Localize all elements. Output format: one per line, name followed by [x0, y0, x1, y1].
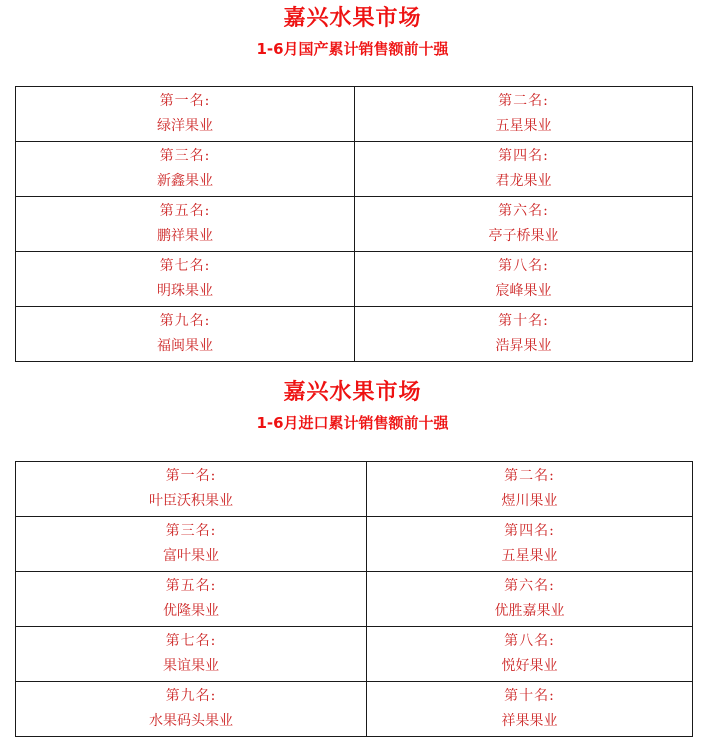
table-row	[16, 572, 693, 627]
company-name: 新鑫果业	[157, 173, 213, 189]
ranking-cell	[16, 252, 355, 307]
company-name: 绿洋果业	[157, 118, 213, 134]
imported-ranking-table	[15, 461, 693, 737]
rank-label: 第三名:	[159, 148, 211, 164]
ranking-cell	[16, 462, 367, 517]
rank-label: 第四名:	[504, 523, 555, 539]
rank-label: 第三名:	[165, 523, 217, 539]
table-row	[16, 252, 693, 307]
company-name: 明珠果业	[157, 283, 213, 299]
rank-label: 第十名:	[504, 688, 555, 704]
table-row	[16, 307, 693, 362]
rank-label: 第一名:	[159, 93, 211, 109]
ranking-cell	[16, 517, 367, 572]
table-row	[16, 682, 693, 737]
company-name: 悦好果业	[501, 658, 558, 674]
rank-label: 第八名:	[504, 633, 555, 649]
rank-label: 第八名:	[498, 258, 549, 274]
company-name: 宸峰果业	[495, 283, 552, 299]
ranking-cell	[367, 462, 693, 517]
ranking-cell	[16, 627, 367, 682]
company-name: 富叶果业	[163, 548, 219, 564]
ranking-cell	[355, 197, 693, 252]
rank-label: 第十名:	[498, 313, 549, 329]
rank-label: 第一名:	[165, 468, 217, 484]
ranking-cell	[16, 87, 355, 142]
ranking-cell	[355, 307, 693, 362]
ranking-cell	[16, 572, 367, 627]
company-name: 亭子桥果业	[488, 228, 559, 244]
rank-label: 第六名:	[504, 578, 555, 594]
company-name: 优胜嘉果业	[494, 603, 565, 619]
imported-subtitle: 1-6月进口累计销售额前十强	[256, 414, 449, 432]
imported-title: 嘉兴水果市场	[283, 380, 422, 405]
ranking-cell	[16, 142, 355, 197]
company-name: 优隆果业	[163, 603, 219, 619]
domestic-title: 嘉兴水果市场	[283, 6, 422, 31]
table-row	[16, 517, 693, 572]
company-name: 水果码头果业	[149, 713, 233, 729]
company-name: 煜川果业	[501, 493, 558, 509]
rank-label: 第五名:	[165, 578, 217, 594]
rank-label: 第二名:	[504, 468, 555, 484]
ranking-cell	[16, 197, 355, 252]
ranking-cell	[367, 682, 693, 737]
table-row	[16, 87, 693, 142]
company-name: 五星果业	[495, 118, 552, 134]
ranking-cell	[355, 87, 693, 142]
table-row	[16, 627, 693, 682]
domestic-subtitle: 1-6月国产累计销售额前十强	[256, 40, 449, 58]
table-row	[16, 197, 693, 252]
rank-label: 第七名:	[159, 258, 211, 274]
company-name: 君龙果业	[495, 173, 552, 189]
rank-label: 第五名:	[159, 203, 211, 219]
company-name: 浩昇果业	[495, 338, 552, 354]
ranking-cell	[16, 307, 355, 362]
table-row	[16, 462, 693, 517]
ranking-cell	[367, 572, 693, 627]
ranking-cell	[355, 252, 693, 307]
company-name: 叶臣沃积果业	[149, 493, 233, 509]
ranking-cell	[355, 142, 693, 197]
ranking-cell	[367, 517, 693, 572]
company-name: 祥果果业	[501, 713, 558, 729]
rank-label: 第四名:	[498, 148, 549, 164]
company-name: 鹏祥果业	[157, 228, 213, 244]
company-name: 五星果业	[501, 548, 558, 564]
rank-label: 第七名:	[165, 633, 217, 649]
ranking-cell	[16, 682, 367, 737]
rank-label: 第九名:	[159, 313, 211, 329]
domestic-ranking-table	[15, 86, 693, 362]
rank-label: 第九名:	[165, 688, 217, 704]
ranking-cell	[367, 627, 693, 682]
table-row	[16, 142, 693, 197]
company-name: 果谊果业	[163, 658, 219, 674]
company-name: 福闽果业	[157, 338, 213, 354]
rank-label: 第二名:	[498, 93, 549, 109]
rank-label: 第六名:	[498, 203, 549, 219]
